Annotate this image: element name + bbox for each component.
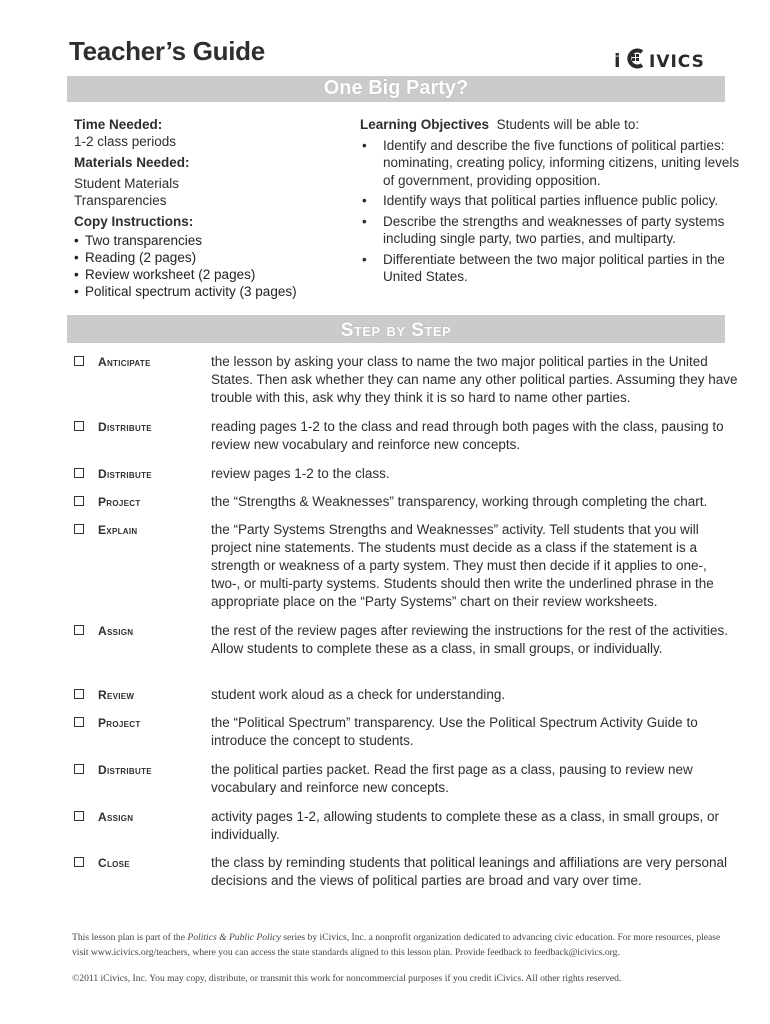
checkbox-icon xyxy=(74,764,84,774)
time-needed-heading: Time Needed: xyxy=(74,117,163,132)
step-verb: Distribute xyxy=(98,763,152,777)
step-text: the “Party Systems Strengths and Weaknesses” activity. Tell students that you will project nine statements. The students must decide as a class if the statement is a strength or weakness of a party system. They must then decide if it applies to one-, two-, or multi-party systems. Students should then write the underlined phrase in the appropriate place on the “Party Systems” chart on their review worksheets. xyxy=(211,522,714,609)
step-verb: Assign xyxy=(98,810,134,824)
step-text: the class by reminding students that political leanings and affiliations are very personal decisions and the views of political parties are broad and vary over time. xyxy=(211,855,728,888)
checkbox-icon xyxy=(74,524,84,534)
step-by-step-heading: Step by Step xyxy=(340,320,452,341)
checkbox-icon xyxy=(74,356,84,366)
step-verb: Distribute xyxy=(98,467,152,481)
list-item: • Differentiate between the two major political parties in the United States. xyxy=(360,251,740,286)
objectives-intro: Students will be able to: xyxy=(496,117,640,132)
step-text: activity pages 1-2, allowing students to complete these as a class, in small groups, or individually. xyxy=(211,809,720,842)
svg-text:IVICS: IVICS xyxy=(649,52,705,72)
lesson-title-banner xyxy=(67,76,725,102)
step-verb: Review xyxy=(98,688,135,702)
list-item: • Political spectrum activity (3 pages) xyxy=(74,283,344,300)
page-title: Teacher’s Guide xyxy=(69,36,265,66)
step-verb: Close xyxy=(98,856,130,870)
series-name: Politics & Public Policy xyxy=(187,932,281,943)
checkbox-icon xyxy=(74,421,84,431)
icivics-logo xyxy=(614,46,729,72)
copyright: ©2011 iCivics, Inc. You may copy, distribute, or transmit this work for noncommercial purposes if you credit iCivics. All other rights reserved. xyxy=(72,973,622,984)
step-text: the political parties packet. Read the first page as a class, pausing to review new vocabulary and reinforce new concepts. xyxy=(211,762,693,795)
step-verb: Distribute xyxy=(98,420,152,434)
step-verb: Explain xyxy=(98,523,138,537)
step-text: reading pages 1-2 to the class and read through both pages with the class, pausing to review new vocabulary and reinforce new concepts. xyxy=(211,419,724,452)
step-verb: Project xyxy=(98,716,141,730)
checkbox-icon xyxy=(74,496,84,506)
list-item: • Describe the strengths and weaknesses of party systems including single party, two parties, and multiparty. xyxy=(360,213,740,248)
step-text: the rest of the review pages after reviewing the instructions for the rest of the activities. Allow students to complete these as a class, in small groups, or individually. xyxy=(211,623,729,656)
list-item: • Two transparencies xyxy=(74,232,344,249)
list-item: • Reading (2 pages) xyxy=(74,249,344,266)
list-item: • Identify ways that political parties influence public policy. xyxy=(360,192,740,210)
step-verb: Anticipate xyxy=(98,355,151,369)
svg-text:i: i xyxy=(614,50,621,72)
copy-instructions-heading: Copy Instructions: xyxy=(74,214,194,229)
step-text: the “Strengths & Weaknesses” transparency, working through completing the chart. xyxy=(211,494,708,509)
materials-item: Student Materials xyxy=(74,176,180,191)
checkbox-icon xyxy=(74,625,84,635)
step-text: review pages 1-2 to the class. xyxy=(211,466,390,481)
footer xyxy=(72,930,732,986)
icivics-logo-graphic xyxy=(614,46,729,72)
step-by-step-banner xyxy=(67,315,725,343)
objectives-list xyxy=(360,137,740,286)
checkbox-icon xyxy=(74,717,84,727)
step-text: the “Political Spectrum” transparency. Use the Political Spectrum Activity Guide to introduce the concept to students. xyxy=(211,715,698,748)
list-item: • Review worksheet (2 pages) xyxy=(74,266,344,283)
materials-heading: Materials Needed: xyxy=(74,155,190,170)
step-verb: Assign xyxy=(98,624,134,638)
footer-note xyxy=(72,930,732,960)
footer-text: series by iCivics, Inc. a nonprofit organization dedicated to advancing civic education. For more resources, please visit www.icivics.org/teachers, where you can access the state standards aligned to this lesson plan. Provide feedback to feedback@icivics.org. xyxy=(72,932,721,958)
lesson-title: One Big Party? xyxy=(323,77,469,99)
step-text: the lesson by asking your class to name the two major political parties in the United States. Then ask whether they can name any other political parties. Assuming they have trouble with this, ask why they think it is so hard to name other parties. xyxy=(211,354,738,405)
materials-item: Transparencies xyxy=(74,193,167,208)
lesson-overview xyxy=(74,116,344,300)
time-needed-value: 1-2 class periods xyxy=(74,134,177,149)
checkbox-icon xyxy=(74,689,84,699)
checkbox-icon xyxy=(74,811,84,821)
copy-instructions-list xyxy=(74,232,344,300)
step-verb: Project xyxy=(98,495,141,509)
learning-objectives xyxy=(360,116,740,289)
list-item: • Identify and describe the five functions of political parties: nominating, creating policy, informing citizens, uniting levels of government, providing opposition. xyxy=(360,137,740,190)
step-text: student work aloud as a check for understanding. xyxy=(211,687,506,702)
checkbox-icon xyxy=(74,857,84,867)
footer-text: This lesson plan is part of the xyxy=(72,932,188,943)
checkbox-icon xyxy=(74,468,84,478)
objectives-heading: Learning Objectives xyxy=(360,117,490,132)
